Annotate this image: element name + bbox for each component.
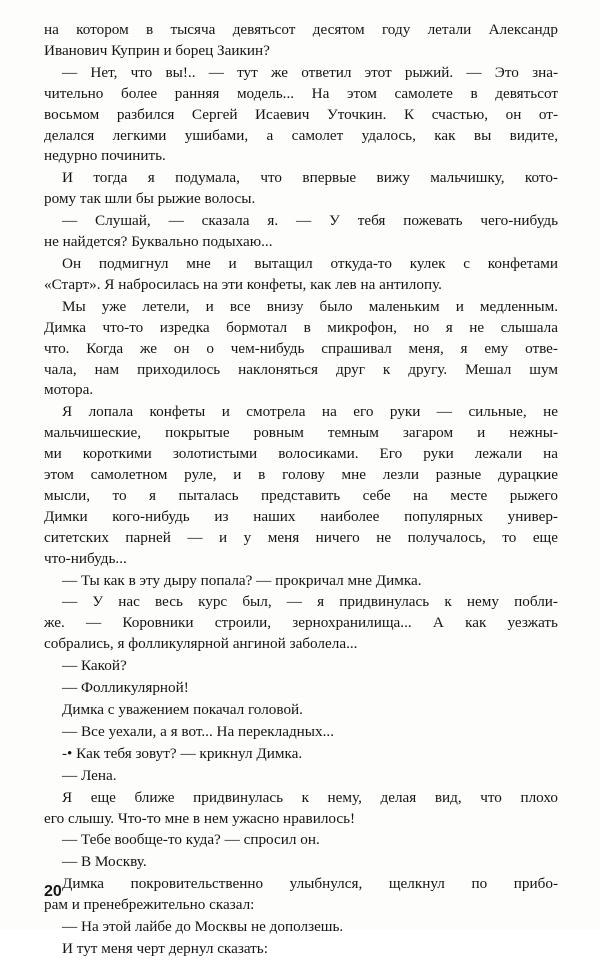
text-line: чала, нам приходилось наклоняться друг к другу. Мешал шум [44, 360, 558, 378]
paragraph [44, 722, 558, 743]
text-line: — Нет, что вы!.. — тут же ответил этот рыжий. — Это зна- [62, 63, 558, 81]
paragraph [44, 766, 558, 787]
text-line: — Фолликулярной! [62, 679, 189, 697]
text-line: собрались, я фолликулярной ангиной заболела... [44, 635, 358, 653]
text-line: — Слушай, — сказала я. — У тебя пожевать чего-нибудь [62, 212, 558, 230]
text-line: Димка с уважением покачал головой. [62, 701, 303, 718]
paragraph [44, 744, 558, 765]
text-line: Он подмигнул мне и вытащил откуда-то кулек с конфетами [62, 254, 558, 272]
paragraph [44, 592, 558, 655]
text-line: восьмом разбился Сергей Исаевич Уточкин. К счастью, он от- [44, 105, 558, 123]
paragraph [44, 211, 558, 253]
text-line: на котором в тысяча девятьсот десятом году летали Александр [44, 21, 558, 38]
paragraph [44, 874, 558, 916]
paragraph [44, 830, 558, 851]
text-line: Димка что-то изредка бормотал в микрофон, но я не слышала [44, 318, 558, 336]
paragraph [44, 254, 558, 296]
paragraph [44, 917, 558, 938]
text-line: — На этой лайбе до Москвы не доползешь. [62, 918, 344, 936]
text-line: И тут меня черт дернул сказать: [62, 939, 268, 957]
text-line: чительно более ранняя модель... На этом самолете в девятьсот [44, 84, 558, 102]
text-line: рам и пренебрежительно сказал: [44, 896, 255, 914]
text-line: мотора. [44, 381, 94, 399]
text-line: Иванович Куприн и борец Заикин? [44, 41, 270, 59]
paragraph [44, 63, 558, 168]
text-line: делался легкими ушибами, а самолет удалось, как вы видите, [44, 126, 558, 144]
text-line: мысли, то я пыталась представить себе на месте рыжего [44, 486, 558, 504]
paragraph [44, 20, 558, 62]
text-line: рому так шли бы рыжие волосы. [44, 190, 256, 208]
text-line: мальчишеские, покрытые ровным темным загаром и нежны- [44, 424, 558, 442]
page-text [44, 20, 558, 961]
paragraph [44, 939, 558, 960]
text-line: этом самолетном руле, и в голову мне лезли разные дурацкие [44, 466, 558, 484]
paragraph [44, 788, 558, 830]
text-line: что. Когда же он о чем-нибудь спрашивал меня, я ему отве- [44, 339, 558, 357]
paragraph [44, 852, 558, 873]
text-line: ситетских парней — и у меня ничего не получалось, то еще [44, 528, 558, 546]
text-line: Я еще ближе придвинулась к нему, делая вид, что плохо [62, 788, 558, 806]
paragraph [44, 168, 558, 210]
text-line: — Лена. [62, 766, 117, 784]
text-line: «Старт». Я набросилась на эти конфеты, как лев на антилопу. [44, 275, 442, 293]
text-line: — Ты как в эту дыру попала? — прокричал мне Димка. [62, 571, 422, 589]
paragraph [44, 656, 558, 677]
text-line: И тогда я подумала, что впервые вижу мальчишку, кото- [62, 169, 558, 187]
text-line: — В Москву. [62, 853, 147, 871]
paragraph [44, 297, 558, 402]
paragraph [44, 571, 558, 592]
paragraph [44, 678, 558, 699]
text-line: — У нас весь курс был, — я придвинулась к нему побли- [62, 593, 558, 611]
text-line: — Тебе вообще-то куда? — спросил он. [62, 831, 320, 849]
text-line: — Все уехали, а я вот... На перекладных... [62, 722, 334, 740]
text-line: же. — Коровники строили, зернохранилища... А как уезжать [44, 614, 558, 632]
text-line: недурно починить. [44, 147, 166, 165]
paragraph [44, 700, 558, 721]
text-line: Мы уже летели, и все внизу было маленьким и медленным. [62, 297, 558, 315]
text-line: ми короткими золотистыми волосиками. Его руки лежали на [44, 445, 558, 463]
paragraph [44, 402, 558, 569]
text-line: Димки кого-нибудь из наших наиболее популярных универ- [44, 507, 558, 525]
text-line: -• Как тебя зовут? — крикнул Димка. [62, 744, 303, 762]
text-line: его слышу. Что-то мне в нем ужасно нравилось! [44, 809, 356, 827]
text-line: Димка покровительственно улыбнулся, щелкнул по прибо- [62, 875, 558, 893]
text-line: не найдется? Буквально подыхаю... [44, 233, 273, 251]
text-line: что-нибудь... [44, 549, 127, 567]
text-line: Я лопала конфеты и смотрела на его руки — сильные, не [62, 403, 558, 421]
page-number: 20 [44, 883, 62, 900]
text-line: — Какой? [62, 657, 127, 675]
